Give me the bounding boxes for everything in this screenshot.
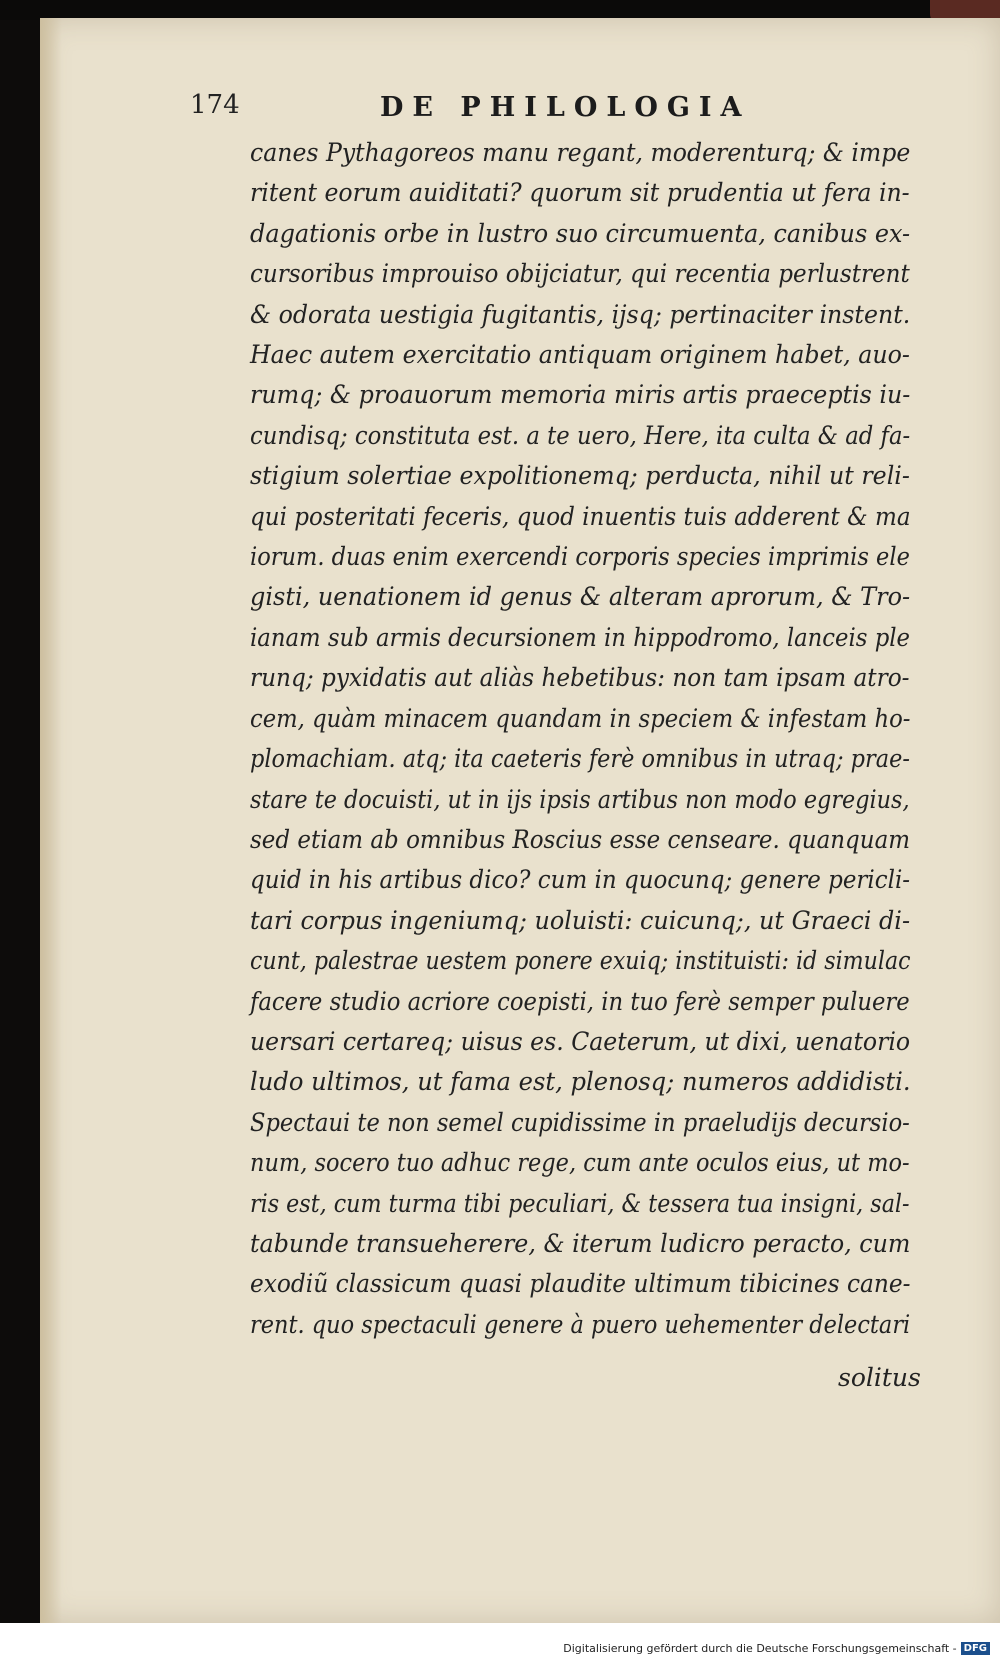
- text-line: ritent eorum auiditati? quorum sit prudentia ut fera in-: [250, 178, 910, 208]
- text-line: rent. quo spectaculi genere à puero uehementer delectari: [250, 1309, 911, 1339]
- text-line: tabunde transueherere, & iterum ludicro peracto, cum: [250, 1228, 911, 1258]
- text-line: facere studio acriore coepisti, in tuo ferè semper puluere: [250, 986, 910, 1016]
- text-line: runq; pyxidatis aut aliàs hebetibus: non tam ipsam atro-: [250, 663, 910, 693]
- body-text: [250, 133, 920, 1345]
- text-line: ris est, cum turma tibi peculiari, & tessera tua insigni, sal-: [250, 1188, 910, 1218]
- text-line: Spectaui te non semel cupidissime in praeludijs decursio-: [250, 1107, 910, 1137]
- text-line: canes Pythagoreos manu regant, moderenturq; & impe: [250, 138, 911, 167]
- credit-text: Digitalisierung gefördert durch die Deutsche Forschungsgemeinschaft -: [563, 1642, 957, 1655]
- text-line: cundisq; constituta est. a te uero, Here, ita culta & ad fa-: [250, 420, 911, 450]
- text-line: stigium solertiae expolitionemq; perducta, nihil ut reli-: [250, 461, 910, 491]
- text-line: iorum. duas enim exercendi corporis species imprimis ele: [250, 542, 910, 572]
- text-line: gisti, uenationem id genus & alteram aprorum, & Tro-: [250, 582, 911, 612]
- text-line: plomachiam. atq; ita caeteris ferè omnibus in utraq; prae-: [250, 744, 910, 774]
- scan-top-border: [0, 0, 1000, 20]
- text-line: rumq; & proauorum memoria miris artis praeceptis iu-: [250, 380, 911, 410]
- dfg-logo: DFG: [961, 1642, 990, 1655]
- text-line: ianam sub armis decursionem in hippodromo, lanceis ple: [250, 622, 911, 652]
- text-line: tari corpus ingeniumq; uoluisti: cuicunq;, ut Graeci di-: [250, 905, 911, 935]
- text-line: qui posteritati feceris, quod inuentis tuis adderent & ma: [250, 501, 911, 531]
- text-line: exodiũ classicum quasi plaudite ultimum tibicines cane-: [250, 1269, 911, 1299]
- text-line: stare te docuisti, ut in ijs ipsis artibus non modo egregius,: [250, 784, 910, 814]
- text-line: cursoribus improuiso obijciatur, qui recentia perlustrent: [250, 259, 910, 289]
- text-line: Haec autem exercitatio antiquam originem habet, auo-: [250, 340, 910, 370]
- catchword: solitus: [838, 1363, 921, 1392]
- funding-credit: [563, 1642, 990, 1655]
- text-line: ludo ultimos, ut fama est, plenosq; numeros addidisti.: [250, 1067, 911, 1097]
- page-number: 174: [190, 90, 240, 120]
- text-line: & odorata uestigia fugitantis, ijsq; pertinaciter instent.: [250, 299, 911, 329]
- text-line: cem, quàm minacem quandam in speciem & infestam ho-: [250, 703, 911, 733]
- text-line: uersari certareq; uisus es. Caeterum, ut dixi, uenatorio: [250, 1026, 911, 1056]
- text-line: dagationis orbe in lustro suo circumuenta, canibus ex-: [250, 218, 911, 248]
- running-title: DE PHILOLOGIA: [380, 92, 751, 123]
- text-line: cunt, palestrae uestem ponere exuiq; instituisti: id simulac: [250, 946, 911, 976]
- text-line: quid in his artibus dico? cum in quocunq; genere pericli-: [250, 865, 911, 895]
- text-line: num, socero tuo adhuc rege, cum ante oculos eius, ut mo-: [250, 1148, 910, 1178]
- text-line: sed etiam ab omnibus Roscius esse censeare. quanquam: [250, 824, 911, 854]
